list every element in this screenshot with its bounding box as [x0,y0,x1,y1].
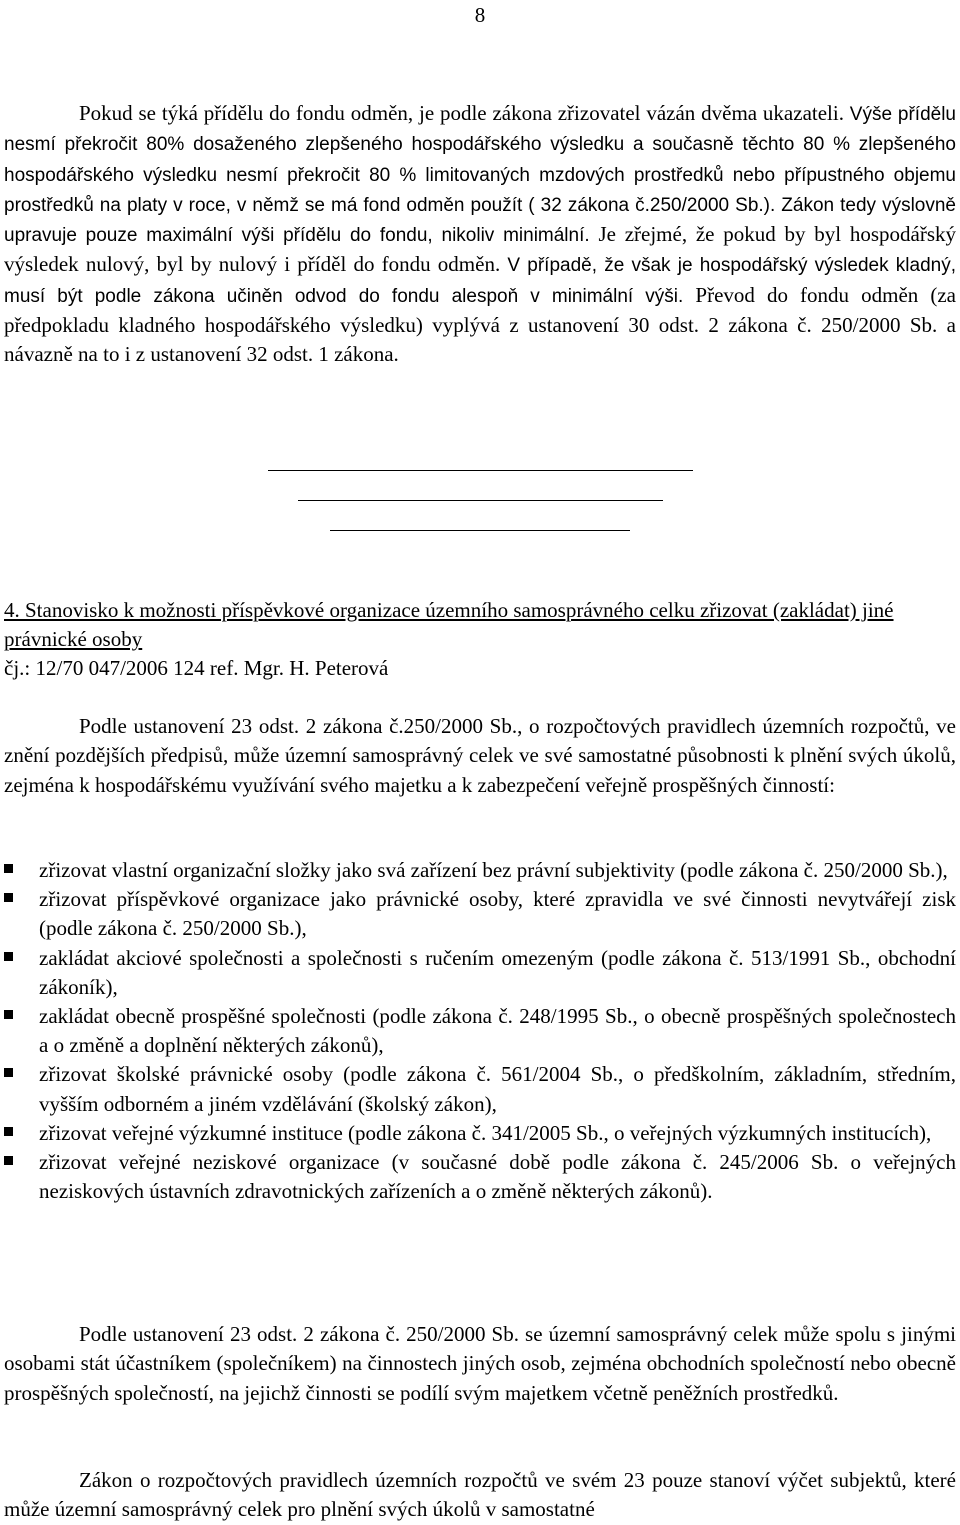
paragraph-text-serif-c: Převod do fondu odměn (za předpokladu kladného hospodářského výsledku) vyplývá z ustanovení 30 odst. 2 zákona č. 250/2000 Sb. a návazně na to i z ustanovení 32 odst. 1 zákona. [4,282,956,367]
section-number: 4. [4,598,25,622]
section-title: Stanovisko k možnosti příspěvkové organizace územního samosprávného celku zřizovat (zakládat) jiné právnické osoby [4,598,894,651]
list-item-text: zakládat obecně prospěšné společnosti (podle zákona č. 248/1995 Sb., o obecně prospěšných společnostech a o změně a doplnění některých zákonů), [39,1004,956,1058]
list-item-text: zřizovat veřejné neziskové organizace (v současné době podle zákona č. 245/2006 Sb. o veřejných neziskových ústavních zdravotnických zařízeních a o změně některých zákonů). [39,1150,956,1204]
bullet-list [4,856,956,1206]
paragraph-text: Podle ustanovení 23 odst. 2 zákona č.250/2000 Sb., o rozpočtových pravidlech územních rozpočtů, ve znění pozdějších předpisů, může územní samosprávný celek ve své samostatné působnosti k plnění svých úkolů, zejména k hospodářskému využívání svého majetku a k zabezpečení veřejně prospěšných činností: [4,714,956,797]
list-item [4,1002,956,1060]
square-bullet-icon [4,1068,13,1077]
list-item [4,1148,956,1206]
paragraph-text-serif-b: Je zřejmé, že pokud by byl hospodářský výsledek nulový, byl by nulový i příděl do fondu odměn. [4,222,956,277]
list-item-text: zřizovat vlastní organizační složky jako svá zařízení bez právní subjektivity (podle zákona č. 250/2000 Sb.), [39,858,948,882]
list-item [4,944,956,1002]
reference-line: čj.: 12/70 047/2006 124 ref. Mgr. H. Peterová [4,656,389,680]
square-bullet-icon [4,1156,13,1165]
separator-line-1 [268,470,693,471]
paragraph-participation [4,1320,956,1408]
square-bullet-icon [4,1010,13,1019]
paragraph-legal-basis [4,712,956,800]
square-bullet-icon [4,952,13,961]
list-item-text: zřizovat veřejné výzkumné instituce (podle zákona č. 341/2005 Sb., o veřejných výzkumných institucích), [39,1120,932,1145]
paragraph-fund-allocation [4,99,956,370]
page-number: 8 [474,3,486,27]
list-item [4,856,956,885]
separator-line-3 [330,530,630,531]
paragraph-text: Podle ustanovení 23 odst. 2 zákona č. 250/2000 Sb. se územní samosprávný celek může spolu s jinými osobami stát účastníkem (společníkem) na činnostech jiných osob, zejména obchodních společností nebo obecně prospěšných společností, na jejichž činnosti se podílí svým majetkem včetně peněžních prostředků. [4,1322,956,1405]
square-bullet-icon [4,1127,13,1136]
list-item [4,885,956,943]
list-item [4,1060,956,1118]
paragraph-text-sans-a: Výše přídělu nesmí překročit 80% dosaženého zlepšeného hospodářského výsledku a současně těchto 80 % zlepšeného hospodářského výsledku nesmí překročit 80 % limitovaných mzdových prostředků nebo přípustného objemu prostředků na platy v roce, v němž se má fond odměn použít ( 32 zákona č.250/2000 Sb.). Zákon tedy výslovně upravuje pouze maximální výši přídělu do fondu, nikoliv minimální. [4,104,956,247]
list-item-text: zřizovat školské právnické osoby (podle zákona č. 561/2004 Sb., o předškolním, základním, středním, vyšším odborném a jiném vzdělávání (školský zákon), [39,1062,956,1116]
list-item [4,1119,956,1148]
paragraph-law-scope [4,1466,956,1525]
paragraph-text-serif-a: Pokud se týká přídělu do fondu odměn, je podle zákona zřizovatel vázán dvěma ukazateli. [79,101,850,125]
separator-line-2 [298,500,663,501]
section-heading [4,596,956,654]
paragraph-text-sans-b: V případě, že však je hospodářský výsledek kladný, musí být podle zákona učiněn odvod do fondu alespoň v minimální výši. [4,255,956,307]
paragraph-text: Zákon o rozpočtových pravidlech územních rozpočtů ve svém 23 pouze stanoví výčet subjektů, které může územní samosprávný celek pro plnění svých úkolů v samostatné [4,1468,956,1522]
square-bullet-icon [4,864,13,873]
list-item-text: zřizovat příspěvkové organizace jako právnické osoby, které zpravidla ve své činnosti nevytvářejí zisk (podle zákona č. 250/2000 Sb.), [39,887,956,941]
list-item-text: zakládat akciové společnosti a společnosti s ručením omezeným (podle zákona č. 513/1991 Sb., obchodní zákoník), [39,945,956,999]
square-bullet-icon [4,893,13,902]
